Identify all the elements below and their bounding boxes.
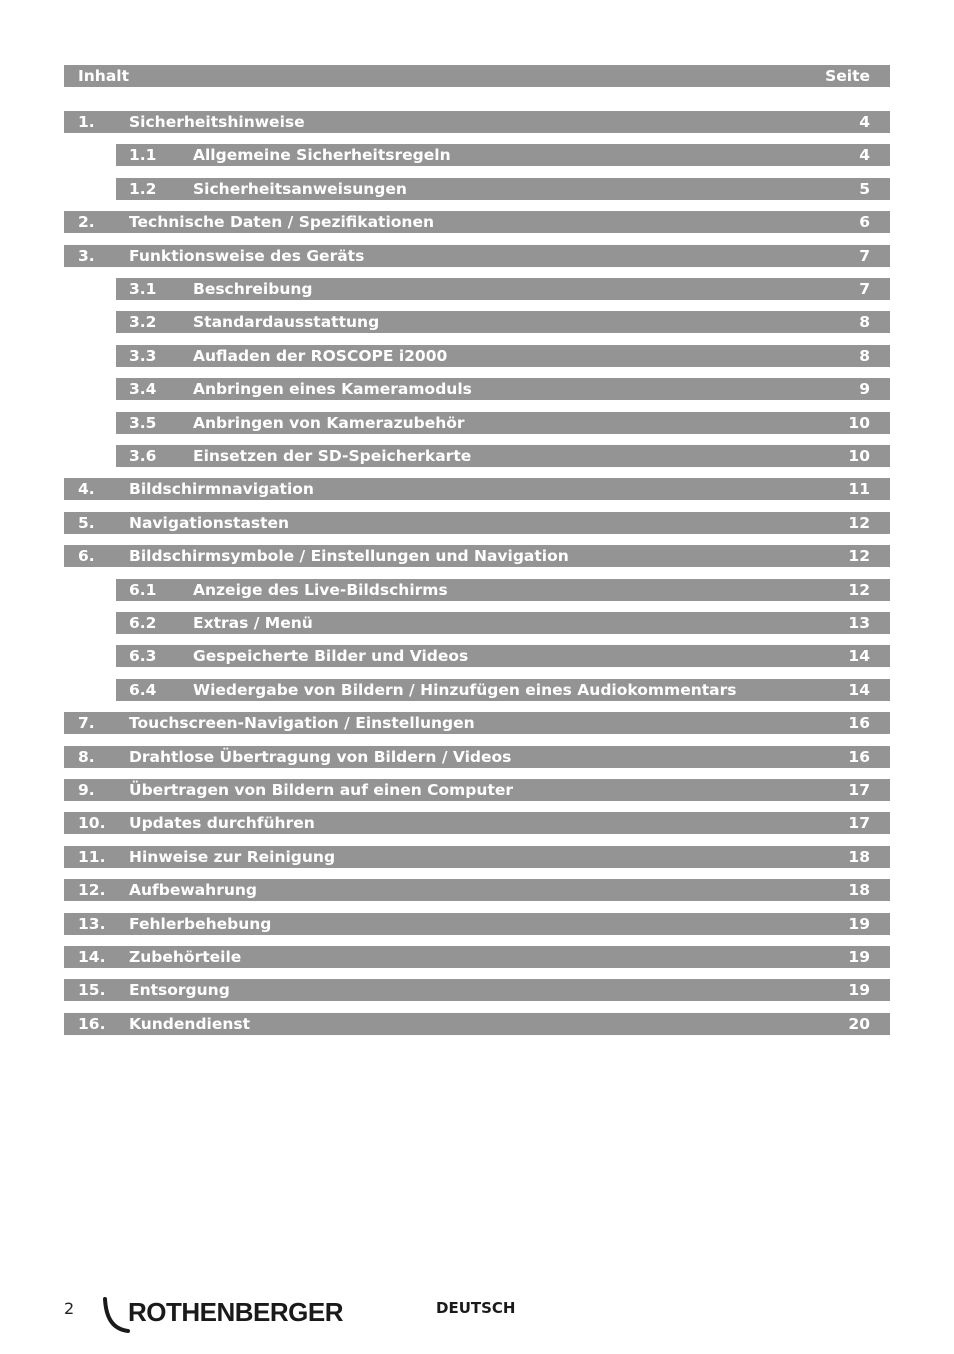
- toc-entry-page: 11: [848, 480, 870, 498]
- toc-entry[interactable]: [64, 111, 890, 133]
- toc-entry[interactable]: [116, 144, 890, 166]
- toc-entry-number: 9.: [78, 781, 95, 799]
- toc-entry-number: 16.: [78, 1015, 106, 1033]
- toc-entry-number: 3.4: [129, 380, 157, 398]
- toc-header: [64, 65, 890, 87]
- toc-entry-number: 6.3: [129, 647, 157, 665]
- toc-entry-page: 18: [848, 881, 870, 899]
- toc-entry-number: 11.: [78, 848, 106, 866]
- toc-entry[interactable]: [64, 211, 890, 233]
- toc-entry-page: 17: [848, 781, 870, 799]
- toc-entry-number: 7.: [78, 714, 95, 732]
- toc-entry-title: Sicherheitshinweise: [129, 113, 305, 131]
- toc-entry-number: 5.: [78, 514, 95, 532]
- toc-entry-number: 6.4: [129, 681, 157, 699]
- toc-entry-title: Funktionsweise des Geräts: [129, 247, 365, 265]
- toc-entry-number: 15.: [78, 981, 106, 999]
- toc-entry[interactable]: [64, 545, 890, 567]
- toc-entry[interactable]: [64, 879, 890, 901]
- toc-entry-title: Zubehörteile: [129, 948, 242, 966]
- toc-entry-page: 10: [848, 414, 870, 432]
- toc-entry[interactable]: [116, 412, 890, 434]
- toc-entry-page: 19: [848, 981, 870, 999]
- page-number: 2: [64, 1299, 75, 1318]
- toc-entry[interactable]: [64, 946, 890, 968]
- toc-entry-page: 7: [859, 247, 870, 265]
- toc-entry-number: 2.: [78, 213, 95, 231]
- toc-entry-page: 12: [848, 581, 870, 599]
- toc-entry-number: 3.: [78, 247, 95, 265]
- toc-entry-number: 6.2: [129, 614, 157, 632]
- toc-entry[interactable]: [64, 779, 890, 801]
- toc-entry[interactable]: [64, 478, 890, 500]
- toc-entry[interactable]: [64, 712, 890, 734]
- toc-entry-number: 3.3: [129, 347, 157, 365]
- toc-entry-page: 19: [848, 948, 870, 966]
- toc-entry-title: Drahtlose Übertragung von Bildern / Videos: [129, 748, 512, 766]
- toc-entry-title: Extras / Menü: [193, 614, 313, 632]
- toc-entry[interactable]: [116, 278, 890, 300]
- toc-entry-title: Entsorgung: [129, 981, 230, 999]
- toc-entry-title: Bildschirmnavigation: [129, 480, 314, 498]
- language-label: DEUTSCH: [436, 1299, 516, 1317]
- brand-name: ROTHENBERGER: [128, 1297, 344, 1327]
- toc-entry-number: 4.: [78, 480, 95, 498]
- toc-entry-page: 5: [859, 180, 870, 198]
- toc-entry-title: Standardausstattung: [193, 313, 380, 331]
- rothenberger-logo: [102, 1293, 352, 1337]
- toc-header-label: Inhalt: [78, 67, 130, 85]
- toc-entry-title: Wiedergabe von Bildern / Hinzufügen eines Audiokommentars: [193, 681, 737, 699]
- toc-entry-title: Aufladen der ROSCOPE i2000: [193, 347, 448, 365]
- toc-entry-page: 4: [859, 146, 870, 164]
- toc-entry-title: Hinweise zur Reinigung: [129, 848, 336, 866]
- toc-entry-page: 12: [848, 547, 870, 565]
- toc-entry-page: 7: [859, 280, 870, 298]
- toc-entry-page: 13: [848, 614, 870, 632]
- toc-entry-title: Anzeige des Live-Bildschirms: [193, 581, 448, 599]
- toc-entry-page: 19: [848, 915, 870, 933]
- toc-entry-page: 9: [859, 380, 870, 398]
- toc-entry-number: 1.2: [129, 180, 157, 198]
- toc-entry[interactable]: [64, 846, 890, 868]
- toc-entry[interactable]: [64, 913, 890, 935]
- toc-entry-title: Navigationstasten: [129, 514, 290, 532]
- toc-entry-title: Bildschirmsymbole / Einstellungen und Navigation: [129, 547, 569, 565]
- toc-entry[interactable]: [64, 1013, 890, 1035]
- toc-entry-number: 12.: [78, 881, 106, 899]
- toc-entry-title: Fehlerbehebung: [129, 915, 272, 933]
- toc-entry[interactable]: [116, 612, 890, 634]
- toc-entry-title: Anbringen von Kamerazubehör: [193, 414, 465, 432]
- toc-entry[interactable]: [116, 645, 890, 667]
- toc-entry-number: 3.5: [129, 414, 157, 432]
- toc-entry-title: Aufbewahrung: [129, 881, 258, 899]
- toc-entry-page: 16: [848, 714, 870, 732]
- toc-entry-page: 17: [848, 814, 870, 832]
- toc-entry-page: 6: [859, 213, 870, 231]
- toc-entry-page: 4: [859, 113, 870, 131]
- toc-entry-title: Anbringen eines Kameramoduls: [193, 380, 472, 398]
- toc-entry-page: 16: [848, 748, 870, 766]
- toc-entry-title: Touchscreen-Navigation / Einstellungen: [129, 714, 475, 732]
- toc-entry-title: Allgemeine Sicherheitsregeln: [193, 146, 451, 164]
- toc-entry-page: 14: [848, 647, 870, 665]
- toc-entry-page: 20: [848, 1015, 870, 1033]
- toc-entry-page: 8: [859, 313, 870, 331]
- toc-entry-number: 10.: [78, 814, 106, 832]
- toc-entry-title: Technische Daten / Spezifikationen: [129, 213, 435, 231]
- toc-entry-number: 6.: [78, 547, 95, 565]
- toc-entry[interactable]: [116, 311, 890, 333]
- toc-entry[interactable]: [116, 178, 890, 200]
- toc-entry-title: Einsetzen der SD-Speicherkarte: [193, 447, 472, 465]
- toc-entry-page: 14: [848, 681, 870, 699]
- toc-entry-title: Beschreibung: [193, 280, 313, 298]
- toc-entry[interactable]: [64, 812, 890, 834]
- toc-entry-page: 12: [848, 514, 870, 532]
- toc-entry-title: Kundendienst: [129, 1015, 251, 1033]
- toc-entry-number: 8.: [78, 748, 95, 766]
- toc-entry[interactable]: [64, 746, 890, 768]
- toc-entry[interactable]: [116, 445, 890, 467]
- toc-entry[interactable]: [116, 378, 890, 400]
- toc-entry-page: 8: [859, 347, 870, 365]
- toc-entry[interactable]: [64, 512, 890, 534]
- toc-entry[interactable]: [116, 679, 890, 701]
- toc-entry-title: Updates durchführen: [129, 814, 315, 832]
- toc-entry-number: 13.: [78, 915, 106, 933]
- toc-entry-number: 3.2: [129, 313, 157, 331]
- toc-entry-number: 3.1: [129, 280, 157, 298]
- toc-entry-number: 6.1: [129, 581, 157, 599]
- toc-entry-number: 1.: [78, 113, 95, 131]
- toc-entry-page: 10: [848, 447, 870, 465]
- toc-header-page-label: Seite: [825, 67, 870, 85]
- toc-entry[interactable]: [64, 245, 890, 267]
- toc-entry-number: 1.1: [129, 146, 157, 164]
- toc-entry-number: 3.6: [129, 447, 157, 465]
- toc-entry-title: Gespeicherte Bilder und Videos: [193, 647, 469, 665]
- toc-entry-title: Übertragen von Bildern auf einen Computer: [129, 781, 514, 799]
- toc-entry-title: Sicherheitsanweisungen: [193, 180, 407, 198]
- toc-entry[interactable]: [64, 979, 890, 1001]
- toc-entry-page: 18: [848, 848, 870, 866]
- toc-entry[interactable]: [116, 345, 890, 367]
- toc-entry-number: 14.: [78, 948, 106, 966]
- toc-entry[interactable]: [116, 579, 890, 601]
